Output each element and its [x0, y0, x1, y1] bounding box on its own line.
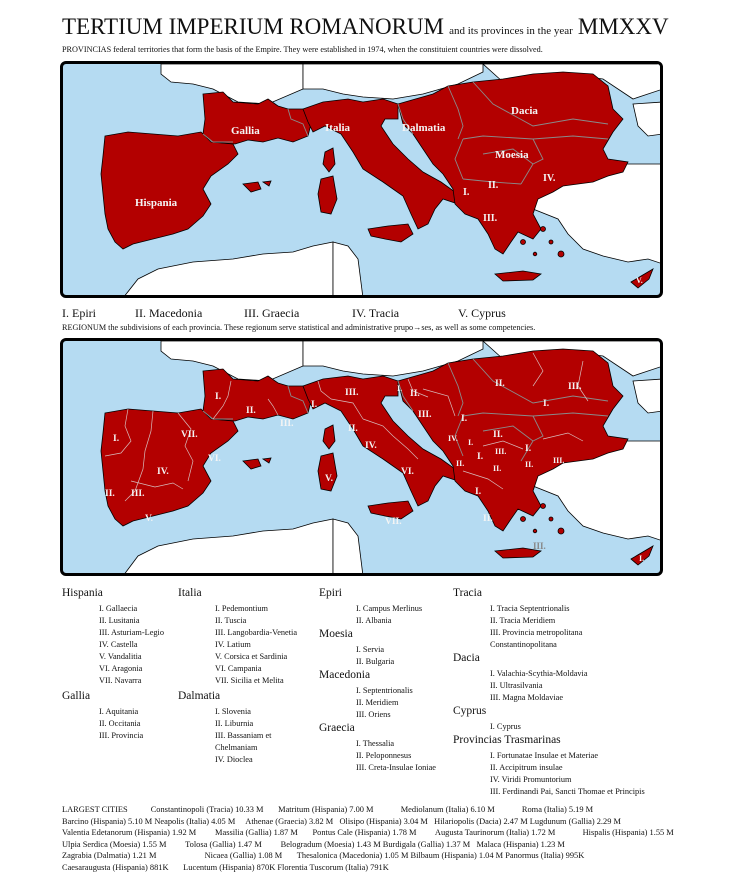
region-item: VI. Campania — [215, 664, 262, 673]
region-item: VI. Aragonia — [99, 664, 143, 673]
city-entry: Nicaea (Gallia) 1.08 M — [204, 851, 283, 861]
label-gallia-III: III. — [280, 419, 294, 429]
province-name: Dalmatia — [178, 690, 221, 702]
region-item: I. Campus Merlinus — [356, 604, 423, 613]
cities-heading: LARGEST CITIES — [62, 805, 128, 814]
region-item: II. Albania — [356, 616, 392, 625]
region-item: I. Servia — [356, 645, 385, 654]
city-entry: Malaca (Hispania) 1.23 M — [476, 839, 565, 849]
label-epiri-I: I. — [468, 438, 474, 447]
region-item: I. Valachia-Scythia-Moldavia — [490, 669, 588, 678]
region-item: III. Bassaniam et Chelmaniam — [215, 731, 272, 752]
city-entry: Belogradum (Moesia) 1.43 M — [280, 839, 381, 849]
label-hispania-I: I. — [113, 434, 120, 444]
city-entry: Ulpia Serdica (Moesia) 1.55 M — [62, 839, 167, 849]
legend-item-cyprus: V. Cyprus — [458, 306, 506, 320]
provincias-caption: PROVINCIAS federal territories that form the basis of the Empire. They were established in 1974, when the constituient countries were dissolved. — [62, 45, 543, 54]
city-entry: Athenae (Graecia) 3.82 M — [245, 816, 334, 826]
province-list-col-3 — [319, 586, 459, 774]
label-macedonia-II: II. — [493, 464, 502, 473]
label-graecia-III: III. — [533, 541, 546, 551]
city-entry: Augusta Taurinorum (Italia) 1.72 M — [434, 828, 556, 838]
region-item: VII. Navarra — [99, 676, 142, 685]
city-entry: Barcino (Hispania) 5.10 M — [62, 816, 153, 826]
province-group-hispania — [62, 586, 177, 687]
title-main: TERTIUM IMPERIUM ROMANORUM — [62, 14, 444, 39]
label-macedonia: II. — [488, 180, 499, 191]
label-dacia-III: III. — [568, 382, 582, 392]
title-sub: and its provinces in the year — [449, 25, 573, 37]
province-name: Gallia — [62, 690, 91, 702]
region-item: II. Tuscia — [215, 616, 247, 625]
region-item: I. Slovenia — [215, 707, 251, 716]
region-item: I. Cyprus — [490, 722, 521, 731]
label-cyprus: V. — [636, 276, 643, 285]
region-item: I. Tracia Septentrionalis — [490, 604, 570, 613]
label-dacia-II: II. — [495, 379, 505, 389]
label-graecia-II: II. — [483, 514, 493, 524]
city-entry: Valentia Edetanorum (Hispania) 1.92 M — [62, 828, 197, 838]
city-entry: Zagrabia (Dalmatia) 1.21 M — [62, 851, 157, 861]
legend-item-epiri: I. Epiri — [62, 306, 96, 320]
region-item: II. Tracia Meridiem — [490, 616, 556, 625]
province-group-graecia — [319, 721, 459, 774]
label-hispania-III: III. — [131, 489, 145, 499]
region-item: I. Aquitania — [99, 707, 139, 716]
label-moesia: Moesia — [495, 149, 529, 161]
region-item: III. Provincia — [99, 731, 144, 740]
legend-item-macedonia: II. Macedonia — [135, 306, 203, 320]
city-entry: Mediolanum (Italia) 6.10 M — [400, 805, 495, 814]
provinces-map — [60, 61, 663, 298]
region-item: IV. Castella — [99, 640, 138, 649]
province-group-moesia — [319, 627, 459, 668]
region-item: V. Vandalitia — [99, 652, 142, 661]
region-item: III. Creta-Insulae Ioniae — [356, 763, 436, 772]
city-entry: Lugdunum (Gallia) 2.29 M — [529, 816, 621, 826]
label-gallia-II: II. — [246, 406, 256, 416]
province-name: Epiri — [319, 587, 342, 599]
region-item: IV. Dioclea — [215, 755, 253, 764]
province-name: Cyprus — [453, 705, 487, 717]
city-entry: Matritum (Hispania) 7.00 M — [278, 805, 374, 814]
region-item: III. Asturiam-Legio — [99, 628, 164, 637]
label-cyprus-I: I. — [639, 554, 645, 563]
city-entry: Thesalonica (Macedonia) 1.05 M — [296, 851, 409, 861]
legend-item-tracia: IV. Tracia — [352, 306, 400, 320]
region-item: IV. Viridi Promuntorium — [490, 775, 572, 784]
label-italia-I: I. — [311, 400, 318, 410]
region-item: V. Corsica et Sardinia — [215, 652, 288, 661]
region-item: VII. Sicilia et Melita — [215, 676, 284, 685]
regions-map-svg — [63, 341, 663, 576]
province-group-gallia — [62, 689, 177, 742]
province-name: Italia — [178, 587, 202, 599]
province-list-col-1 — [62, 586, 177, 742]
region-item: II. Occitania — [99, 719, 141, 728]
province-group-italia — [178, 586, 318, 687]
label-graecia-I: I. — [475, 487, 482, 497]
label-tracia-III: III. — [553, 456, 565, 465]
regions-map — [60, 338, 663, 576]
province-list-col-4 — [453, 586, 713, 798]
region-item: II. Liburnia — [215, 719, 254, 728]
province-name: Dacia — [453, 652, 480, 664]
label-graecia: III. — [483, 213, 498, 224]
label-tracia-II: II. — [525, 460, 534, 469]
label-italia-VI: VI. — [401, 467, 414, 477]
city-entry: Tolosa (Gallia) 1.47 M — [185, 839, 262, 849]
province-group-macedonia — [319, 668, 459, 721]
province-list-col-2 — [178, 586, 318, 766]
city-entry: Massilia (Gallia) 1.87 M — [215, 828, 298, 838]
label-dalmatia-I: I. — [397, 384, 403, 393]
region-item: II. Ultrasilvania — [490, 681, 543, 690]
regionum-caption: REGIONUM the subdivisions of each provincia. These regionum serve statistical and administrative prupo→ses, as well as some competencies. — [62, 323, 536, 332]
label-tracia-I: I. — [525, 444, 532, 454]
province-group-tracia — [453, 586, 713, 651]
label-macedonia-III: III. — [495, 447, 507, 456]
city-entry: Pontus Cale (Hispania) 1.78 M — [312, 828, 417, 838]
region-item: II. Meridiem — [356, 698, 399, 707]
label-hispania-IV: IV. — [157, 467, 169, 477]
city-entry: Constantinopoli (Tracia) 10.33 M — [150, 805, 264, 814]
largest-cities — [62, 804, 692, 874]
label-italia: Italia — [325, 122, 351, 134]
city-entry: Roma (Italia) 5.19 M — [521, 805, 594, 814]
region-item: I. Fortunatae Insulae et Materiae — [490, 751, 599, 760]
label-italia-VII: VII. — [385, 517, 402, 527]
label-gallia: Gallia — [231, 125, 260, 137]
region-item: I. Pedemontium — [215, 604, 269, 613]
city-entry: Hilariopolis (Dacia) 2.47 M — [434, 816, 528, 826]
label-epiri-II: II. — [456, 459, 465, 468]
legend-item-graecia: III. Graecia — [244, 306, 300, 320]
provinces-map-svg — [63, 64, 663, 298]
empire-territory — [101, 72, 653, 288]
label-italia-V: V. — [325, 474, 334, 484]
city-entry: Caesaraugusta (Hispania) 881K — [62, 862, 169, 872]
region-item: I. Gallaecia — [99, 604, 138, 613]
label-italia-IV: IV. — [365, 441, 377, 451]
province-group-dacia — [453, 651, 713, 704]
region-item: IV. Latium — [215, 640, 251, 649]
label-italia-III: III. — [345, 388, 359, 398]
label-tracia: IV. — [543, 173, 556, 184]
label-hispania-VII: VII. — [181, 430, 198, 440]
label-macedonia-I: I. — [477, 452, 484, 462]
region-item: III. Langobardia-Venetia — [215, 628, 298, 637]
label-moesia-II: II. — [493, 430, 503, 440]
province-group-trasmarinas — [453, 733, 713, 798]
province-name: Graecia — [319, 722, 355, 734]
city-entry: Burdigala (Gallia) 1.37 M — [382, 839, 471, 849]
label-epiri: I. — [463, 187, 470, 198]
region-item: II. Peloponnesus — [356, 751, 412, 760]
label-dalmatia-III: III. — [418, 410, 432, 420]
label-hispania-VI: VI. — [208, 454, 221, 464]
label-hispania: Hispania — [135, 197, 178, 209]
city-entry: Neapolis (Italia) 4.05 M — [154, 816, 236, 826]
province-name: Hispania — [62, 587, 103, 599]
province-name: Provincias Trasmarinas — [453, 734, 561, 746]
city-entry: Olisipo (Hispania) 3.04 M — [339, 816, 428, 826]
city-entry: Panormus (Italia) 995K — [505, 851, 585, 861]
label-hispania-II: II. — [105, 489, 115, 499]
region-item: III. Ferdinandi Pai, Sancti Thomae et Principis — [490, 787, 645, 796]
label-hispania-V: V. — [145, 514, 154, 524]
label-italia-II: II. — [348, 424, 358, 434]
province-name: Tracia — [453, 587, 482, 599]
city-entry: Florentia Tuscorum (Italia) 791K — [277, 862, 389, 872]
label-moesia-I: I. — [461, 414, 468, 424]
region-item: III. Provincia metropolitana Constantinopolitana — [490, 628, 583, 649]
label-dalmatia: Dalmatia — [402, 122, 446, 134]
province-group-epiri — [319, 586, 459, 627]
province-name: Moesia — [319, 628, 353, 640]
region-item: I. Thessalia — [356, 739, 395, 748]
city-entry: Lucentum (Hispania) 870K — [183, 862, 276, 872]
page-title — [62, 14, 669, 40]
region-item: II. Lusitania — [99, 616, 140, 625]
region-item: III. Oriens — [356, 710, 391, 719]
region-item: I. Septentrionalis — [356, 686, 413, 695]
region-item: II. Accipitrum insulae — [490, 763, 563, 772]
region-item: II. Bulgaria — [356, 657, 395, 666]
label-dalmatia-IV: IV. — [448, 434, 458, 443]
city-entry: Bilbaum (Hispania) 1.04 M — [410, 851, 504, 861]
province-group-cyprus — [453, 704, 713, 733]
label-dalmatia-II: II. — [410, 389, 420, 399]
city-entry: Hispalis (Hispania) 1.55 M — [582, 828, 674, 838]
title-year: MMXXV — [577, 14, 669, 39]
province-group-dalmatia — [178, 689, 318, 766]
label-dacia: Dacia — [511, 105, 538, 117]
label-dacia-I: I. — [543, 399, 550, 409]
label-gallia-I: I. — [215, 392, 222, 402]
province-name: Macedonia — [319, 669, 371, 681]
region-item: III. Magna Moldaviae — [490, 693, 564, 702]
